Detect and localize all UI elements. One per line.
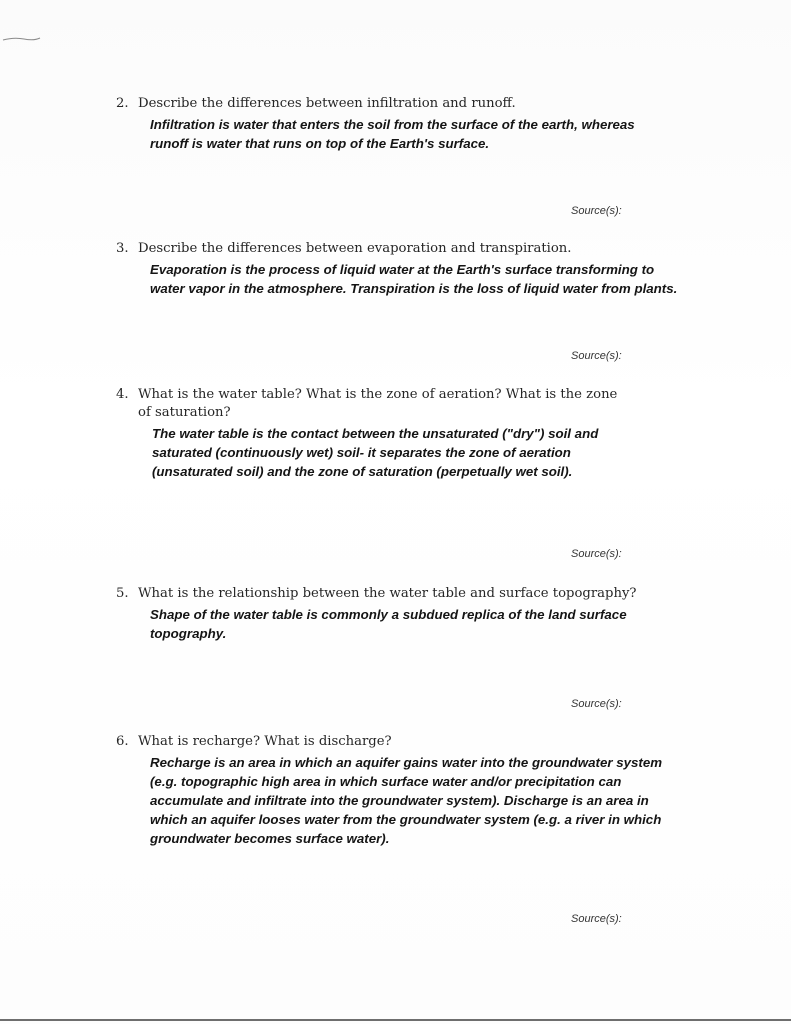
source-label: Source(s): [571,548,622,560]
answer-text: Evaporation is the process of liquid water at the Earth's surface transforming to water vapor in the atmosphere. Transpiration is the loss of liquid water from plants. [150,262,678,296]
answer-text: Infiltration is water that enters the soil from the surface of the earth, whereas runoff is water that runs on top of the Earth's surface. [150,117,635,151]
question-text: What is recharge? What is discharge? [138,734,392,749]
question-number: 6. [116,734,129,749]
source-label: Source(s): [571,698,622,710]
answer-text: Shape of the water table is commonly a subdued replica of the land surface topography. [150,607,627,641]
question-6 [116,733,686,848]
question-5 [116,585,686,643]
source-label: Source(s): [571,913,622,925]
question-number: 2. [116,96,129,111]
question-text: What is the relationship between the water table and surface topography? [138,586,637,601]
question-number: 4. [116,387,129,402]
question-3 [116,240,686,298]
answer-text: Recharge is an area in which an aquifer gains water into the groundwater system (e.g. topographic high area in which surface water and/or precipitation can accumulate and infiltrate into the groundwater system). Discharge is an area in which an aquifer looses water from the groundwater system (e.g. a river in which groundwater becomes surface water). [150,755,663,846]
question-4 [116,386,686,481]
scan-edge [0,1019,791,1021]
answer-text: The water table is the contact between the unsaturated ("dry") soil and saturated (continuously wet) soil- it separates the zone of aeration (unsaturated soil) and the zone of saturation (perpetually wet soil). [152,426,599,479]
source-label: Source(s): [571,350,622,362]
question-number: 5. [116,586,129,601]
question-number: 3. [116,241,129,256]
source-label: Source(s): [571,205,622,217]
question-text: Describe the differences between infiltration and runoff. [138,96,516,111]
question-text: Describe the differences between evaporation and transpiration. [138,241,572,256]
question-2 [116,95,686,153]
question-text: What is the water table? What is the zone of aeration? What is the zone of saturation? [138,387,618,420]
scan-artifact [2,36,42,42]
